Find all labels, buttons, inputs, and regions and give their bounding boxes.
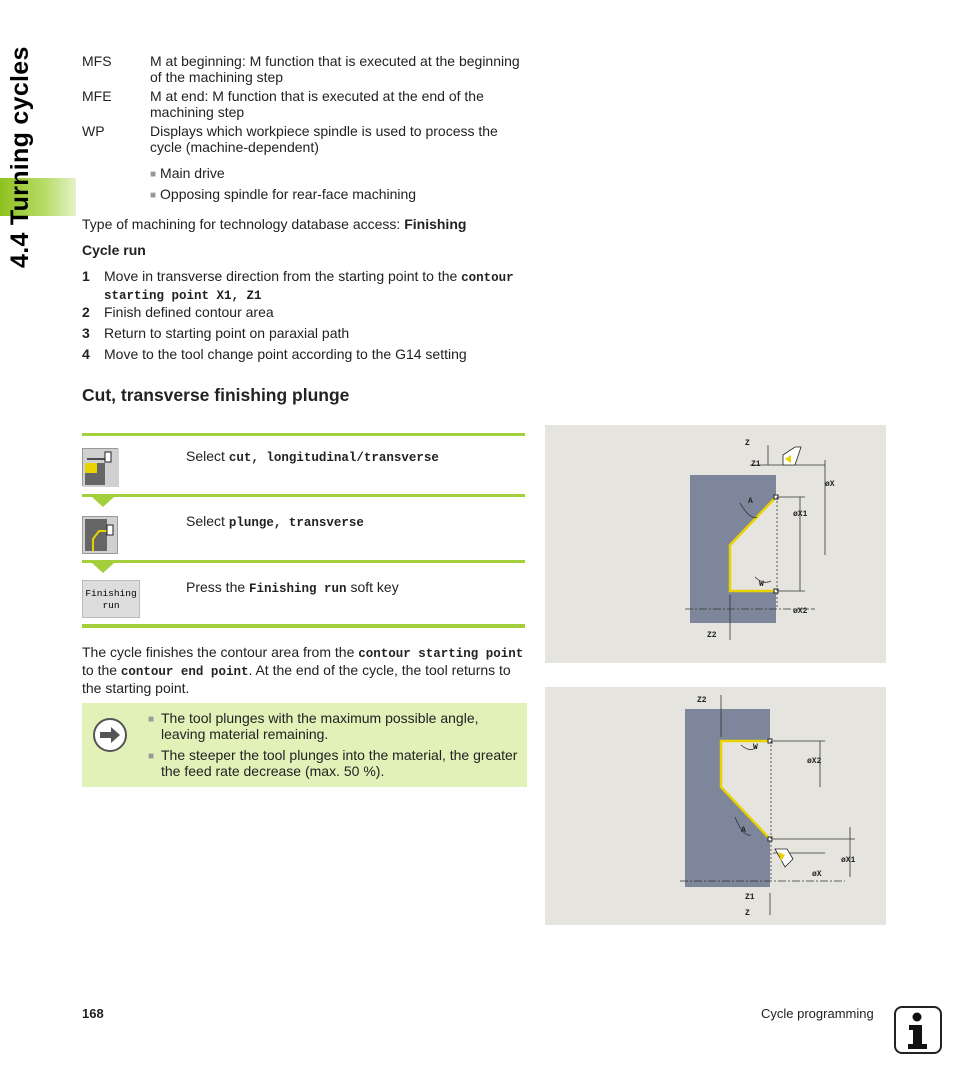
label-z1: Z1 (751, 460, 761, 469)
procedure-divider (82, 433, 525, 436)
procedure-divider (82, 494, 525, 497)
section-title: Cut, transverse finishing plunge (82, 385, 350, 405)
wp-option-main-drive: ■ Main drive (150, 165, 225, 181)
note-item: ■ The tool plunges with the maximum possible angle, leaving material remaining. (148, 710, 518, 742)
param-key-wp: WP (82, 123, 105, 139)
chapter-tab-title: 4.4 Turning cycles (6, 46, 34, 268)
procedure-step-3: Press the Finishing run soft key (186, 579, 399, 596)
step-arrow-icon (92, 563, 114, 573)
label-x1: øX1 (793, 510, 808, 519)
step-number-3: 3 (82, 325, 90, 341)
param-key-mfe: MFE (82, 88, 112, 104)
procedure-step-2: Select plunge, transverse (186, 513, 364, 530)
label-z: Z (745, 909, 750, 918)
label-z2: Z2 (697, 696, 707, 705)
label-x: øX (825, 480, 835, 489)
procedure-bottom-divider (82, 624, 525, 628)
step-number-2: 2 (82, 304, 90, 320)
chapter-name: Cycle programming (761, 1006, 874, 1021)
info-icon (894, 1006, 942, 1054)
plunge-transverse-icon[interactable] (82, 516, 118, 554)
arrow-right-icon (92, 717, 128, 756)
step-number-1: 1 (82, 268, 90, 284)
procedure-step-1: Select cut, longitudinal/transverse (186, 448, 439, 465)
page-number: 168 (82, 1006, 104, 1021)
label-z: Z (745, 439, 750, 448)
step-text-2: Finish defined contour area (104, 304, 274, 320)
label-w: W (753, 743, 758, 752)
finishing-run-softkey[interactable]: Finishing run (82, 580, 140, 618)
cycle-run-heading: Cycle run (82, 242, 146, 258)
wp-option-opposing-spindle: ■ Opposing spindle for rear-face machining (150, 186, 416, 202)
figure-transverse-plunge-opposing-spindle (545, 687, 886, 925)
contour-diagram-1 (545, 425, 886, 663)
param-desc-mfs: M at beginning: M function that is executed at the beginning of the machining step (150, 53, 520, 85)
contour-diagram-2 (545, 687, 886, 925)
label-z1: Z1 (745, 893, 755, 902)
label-z2: Z2 (707, 631, 717, 640)
cut-longitudinal-transverse-icon[interactable] (82, 448, 118, 486)
param-desc-wp: Displays which workpiece spindle is used to process the cycle (machine-dependent) (150, 123, 498, 155)
figure-transverse-plunge-main-spindle (545, 425, 886, 663)
step-text-4: Move to the tool change point according to the G14 setting (104, 346, 467, 362)
tech-db-line: Type of machining for technology database access: Finishing (82, 216, 467, 232)
label-a: A (741, 826, 746, 835)
note-box (82, 703, 527, 787)
param-key-mfs: MFS (82, 53, 112, 69)
step-text-3: Return to starting point on paraxial path (104, 325, 350, 341)
procedure-divider (82, 560, 525, 563)
label-x2: øX2 (793, 607, 808, 616)
label-a: A (748, 497, 753, 506)
label-x: øX (812, 870, 822, 879)
param-desc-mfe: M at end: M function that is executed at the end of the machining step (150, 88, 484, 120)
cycle-description: The cycle finishes the contour area from the contour starting point to the contour end point. At the end of the cycle, the tool returns to the starting point. (82, 644, 524, 696)
label-x1: øX1 (841, 856, 856, 865)
label-x2: øX2 (807, 757, 822, 766)
label-w: W (759, 580, 764, 589)
step-number-4: 4 (82, 346, 90, 362)
step-text-1: Move in transverse direction from the starting point to the contour starting point X1, Z1 (104, 268, 514, 303)
step-arrow-icon (92, 497, 114, 507)
note-item: ■ The steeper the tool plunges into the material, the greater the feed rate decrease (max. 50 %). (148, 747, 518, 779)
